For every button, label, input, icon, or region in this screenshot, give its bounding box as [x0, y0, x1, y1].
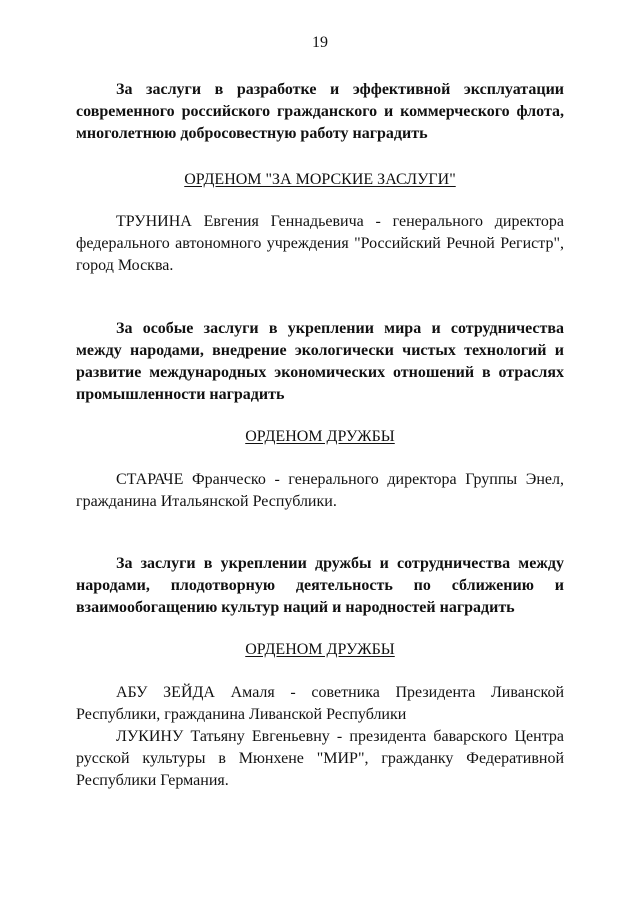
order-title-2: ОРДЕНОМ ДРУЖБЫ: [245, 428, 395, 445]
recipient-list-3: [76, 682, 564, 792]
recipient-entry: СТАРАЧЕ Франческо - генерального директора Группы Энел, гражданина Итальянской Республики.: [76, 471, 564, 510]
order-title-3: ОРДЕНОМ ДРУЖБЫ: [245, 641, 395, 658]
recipient-entry: АБУ ЗЕЙДА Амаля - советника Президента Ливанской Республики, гражданина Ливанской Республики: [76, 684, 564, 723]
recipient-entry: ЛУКИНУ Татьяну Евгеньевну - президента баварского Центра русской культуры в Мюнхене "МИР", гражданку Федеративной Республики Германия.: [76, 728, 564, 789]
order-title-1: ОРДЕНОМ "ЗА МОРСКИЕ ЗАСЛУГИ": [184, 171, 456, 188]
recipient-list-2: [76, 469, 564, 513]
recipient-entry: ТРУНИНА Евгения Геннадьевича - генерального директора федерального автономного учреждения "Российский Речной Регистр", город Москва.: [76, 213, 564, 274]
page-number: 19: [312, 34, 328, 51]
award-preamble-1: За заслуги в разработке и эффективной эксплуатации современного российского гражданского и коммерческого флота, многолетнюю добросовестную работу наградить: [76, 81, 564, 142]
recipient-list-1: [76, 211, 564, 277]
award-preamble-3: За заслуги в укреплении дружбы и сотрудничества между народами, плодотворную деятельность по сближению и взаимообогащению культур наций и народностей наградить: [76, 555, 564, 616]
award-preamble-2: За особые заслуги в укреплении мира и сотрудничества между народами, внедрение экологически чистых технологий и развитие международных экономических отношений в отраслях промышленности наградить: [76, 320, 564, 403]
